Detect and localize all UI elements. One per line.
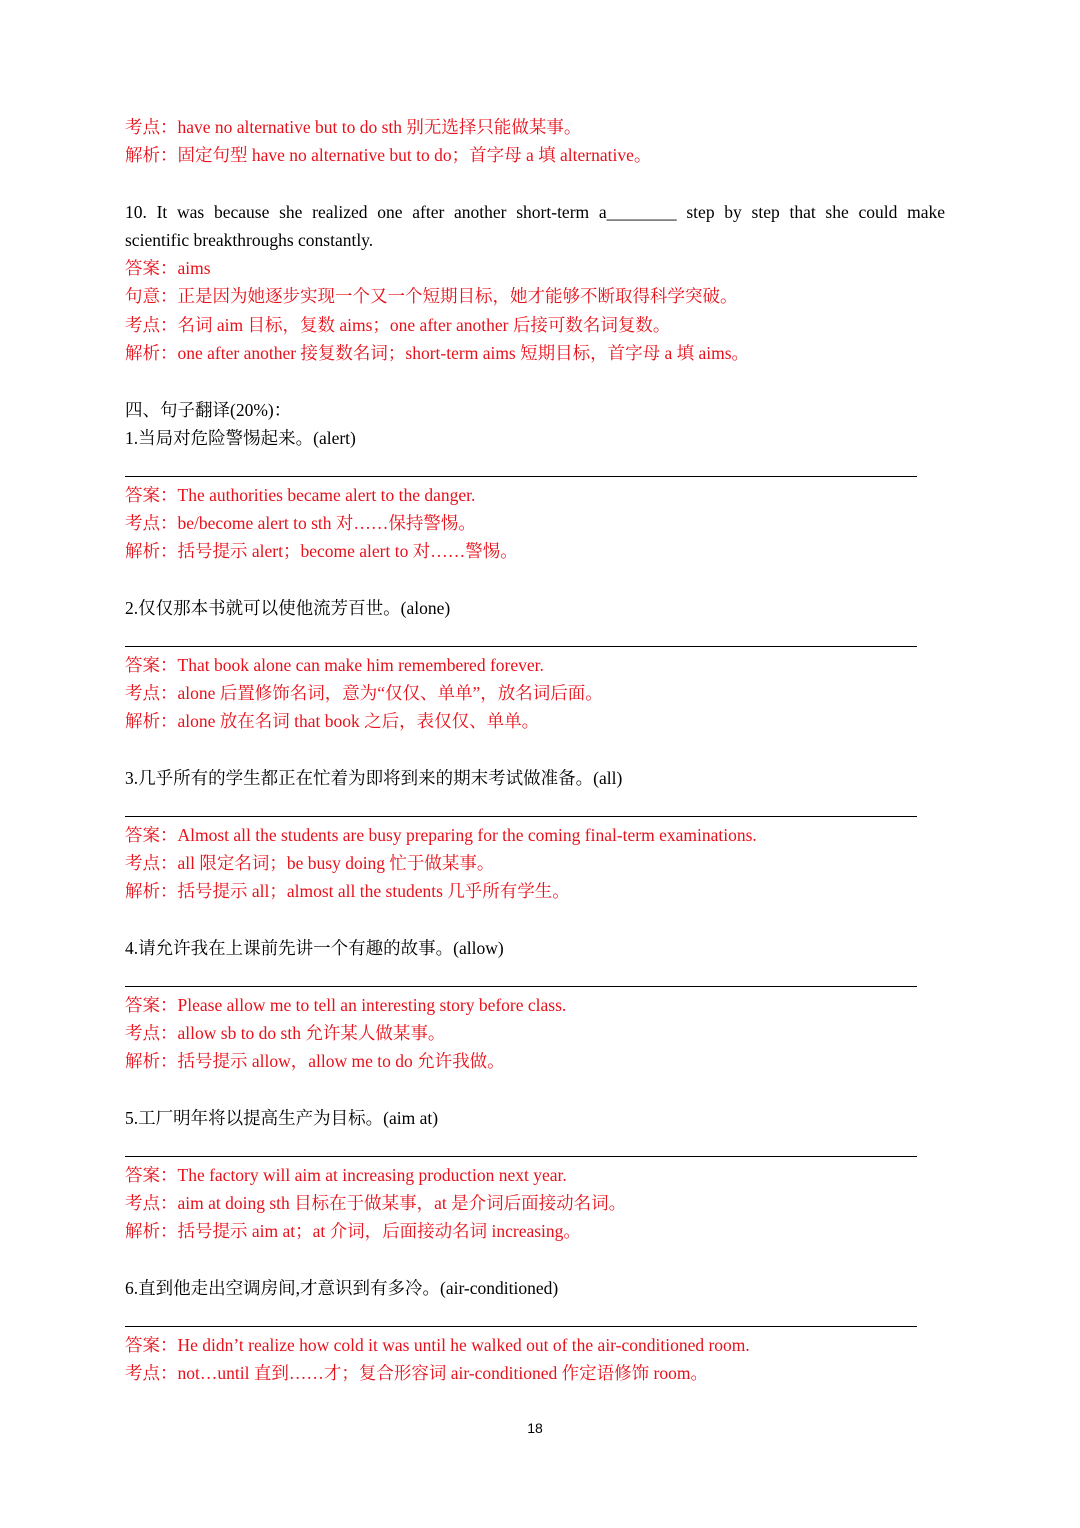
translation-answer: 答案：He didn’t realize how cold it was until he walked out of the air-conditioned room.: [125, 1335, 750, 1355]
prev-point: 考点：have no alternative but to do sth 别无选择只能做某事。: [125, 117, 582, 137]
translation-question: 4.请允许我在上课前先讲一个有趣的故事。(allow): [125, 938, 504, 958]
translation-analysis: 解析：括号提示 alert；become alert to 对……警惕。: [125, 541, 518, 561]
translation-answer: 答案：The authorities became alert to the danger.: [125, 485, 476, 505]
translation-analysis: 解析：alone 放在名词 that book 之后，表仅仅、单单。: [125, 711, 540, 731]
translation-answer: 答案：The factory will aim at increasing production next year.: [125, 1165, 567, 1185]
translation-answer: 答案：That book alone can make him remembered forever.: [125, 655, 544, 675]
translation-point: 考点：allow sb to do sth 允许某人做某事。: [125, 1023, 446, 1043]
translation-question: 2.仅仅那本书就可以使他流芳百世。(alone): [125, 598, 451, 618]
translation-analysis: 解析：括号提示 all；almost all the students 几乎所有学生。: [125, 881, 570, 901]
answer-line: [125, 816, 917, 817]
page-number: 18: [527, 1420, 543, 1436]
section-title: 四、句子翻译(20%)：: [125, 400, 292, 420]
translation-point: 考点：aim at doing sth 目标在于做某事，at 是介词后面接动名词。: [125, 1193, 627, 1213]
translation-point: 考点：alone 后置修饰名词，意为“仅仅、单单”，放名词后面。: [125, 683, 603, 703]
prev-analysis: 解析：固定句型 have no alternative but to do；首字母 a 填 alternative。: [125, 145, 652, 165]
answer-line: [125, 1326, 917, 1327]
q10-point: 考点：名词 aim 目标，复数 aims；one after another 后接可数名词复数。: [125, 315, 671, 335]
translation-question: 3.几乎所有的学生都正在忙着为即将到来的期末考试做准备。(all): [125, 768, 623, 788]
translation-answer: 答案：Almost all the students are busy preparing for the coming final-term examinations.: [125, 825, 757, 845]
translation-point: 考点：be/become alert to sth 对……保持警惕。: [125, 513, 476, 533]
translation-point: 考点：all 限定名词；be busy doing 忙于做某事。: [125, 853, 495, 873]
translation-question: 6.直到他走出空调房间,才意识到有多冷。(air-conditioned): [125, 1278, 559, 1298]
q10-meaning: 句意：正是因为她逐步实现一个又一个短期目标，她才能够不断取得科学突破。: [125, 286, 738, 306]
answer-line: [125, 986, 917, 987]
q10-question-line1: 10. It was because she realized one after another short-term a________ step by step that she could make: [125, 202, 945, 222]
translation-question: 1.当局对危险警惕起来。(alert): [125, 428, 356, 448]
translation-analysis: 解析：括号提示 aim at；at 介词，后面接动名词 increasing。: [125, 1221, 581, 1241]
q10-answer: 答案：aims: [125, 258, 211, 278]
answer-line: [125, 1156, 917, 1157]
translation-analysis: 解析：括号提示 allow，allow me to do 允许我做。: [125, 1051, 505, 1071]
translation-point: 考点：not…until 直到……才；复合形容词 air-conditioned 作定语修饰 room。: [125, 1363, 708, 1383]
translation-question: 5.工厂明年将以提高生产为目标。(aim at): [125, 1108, 439, 1128]
q10-analysis: 解析：one after another 接复数名词；short-term aims 短期目标，首字母 a 填 aims。: [125, 343, 750, 363]
answer-line: [125, 476, 917, 477]
translation-answer: 答案：Please allow me to tell an interesting story before class.: [125, 995, 567, 1015]
answer-line: [125, 646, 917, 647]
q10-question-line2: scientific breakthroughs constantly.: [125, 230, 374, 250]
